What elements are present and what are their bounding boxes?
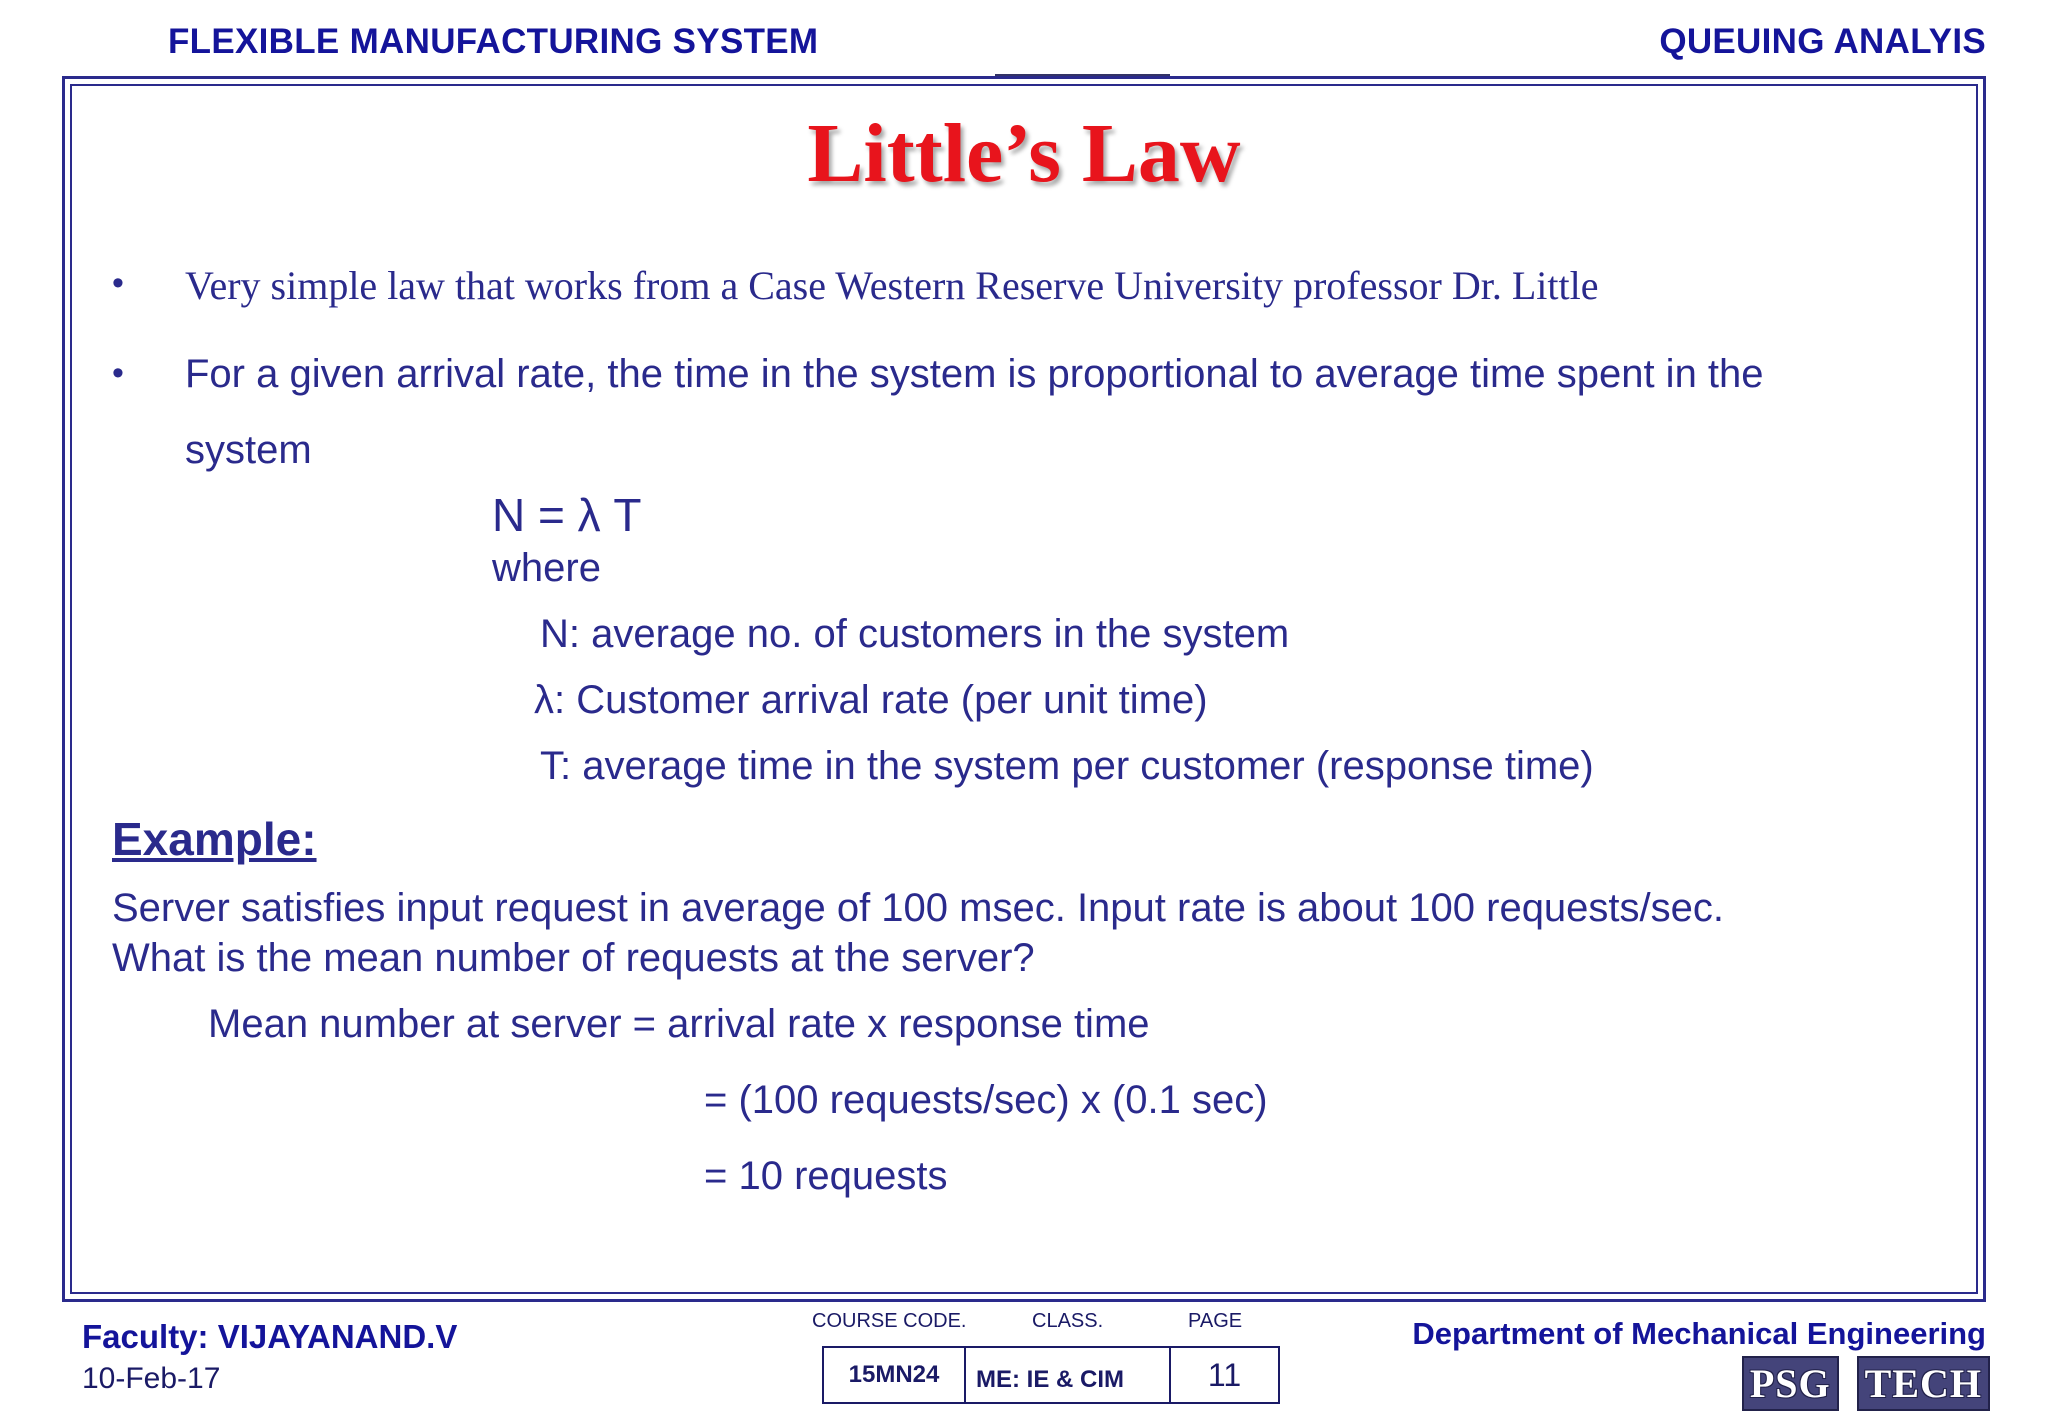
example-text-line: Server satisfies input request in average of 100 msec. Input rate is about 100 requests/sec. xyxy=(112,886,1725,930)
littles-law-formula: N = λ T xyxy=(492,489,642,541)
page-number: 11 xyxy=(1207,1356,1242,1393)
department-name: Department of Mechanical Engineering xyxy=(1412,1316,1986,1351)
example-text-line: What is the mean number of requests at the server? xyxy=(112,936,1035,980)
calculation-line: Mean number at server = arrival rate x response time xyxy=(208,1002,1150,1046)
example-heading: Example: xyxy=(112,813,317,865)
calculation-result: = 10 requests xyxy=(704,1154,948,1198)
definition-n: N: average no. of customers in the system xyxy=(540,612,1290,656)
class-label: CLASS. xyxy=(1032,1310,1104,1332)
definition-lambda: λ: Customer arrival rate (per unit time) xyxy=(534,678,1208,722)
logo-tech-text: TECH xyxy=(1857,1356,1990,1411)
bullet-text-line: For a given arrival rate, the time in the system is proportional to average time spent in the xyxy=(185,352,1764,396)
header-topic: QUEUING ANALYIS xyxy=(1659,22,1986,61)
definition-t: T: average time in the system per customer (response time) xyxy=(540,744,1594,788)
calculation-line: = (100 requests/sec) x (0.1 sec) xyxy=(704,1078,1268,1122)
bullet-marker: • xyxy=(112,354,124,392)
course-code-value: 15MN24 xyxy=(824,1348,966,1402)
slide-date: 10-Feb-17 xyxy=(82,1362,221,1395)
bullet-marker: • xyxy=(112,264,124,302)
page-label: PAGE xyxy=(1188,1310,1243,1332)
bullet-text-line: system xyxy=(185,428,312,472)
header-course-title: FLEXIBLE MANUFACTURING SYSTEM xyxy=(168,22,819,61)
logo-psg-text: PSG xyxy=(1742,1356,1839,1411)
bullet-text: Very simple law that works from a Case Western Reserve University professor Dr. Little xyxy=(185,263,1599,308)
course-code-label: COURSE CODE. xyxy=(812,1310,967,1332)
slide-title: Little’s Law xyxy=(807,107,1241,200)
psg-tech-logo xyxy=(1742,1356,1990,1411)
class-value: ME: IE & CIM xyxy=(966,1348,1171,1402)
formula-where-label: where xyxy=(492,546,601,590)
course-info-box xyxy=(822,1346,1280,1404)
faculty-name: Faculty: VIJAYANAND.V xyxy=(82,1318,458,1355)
